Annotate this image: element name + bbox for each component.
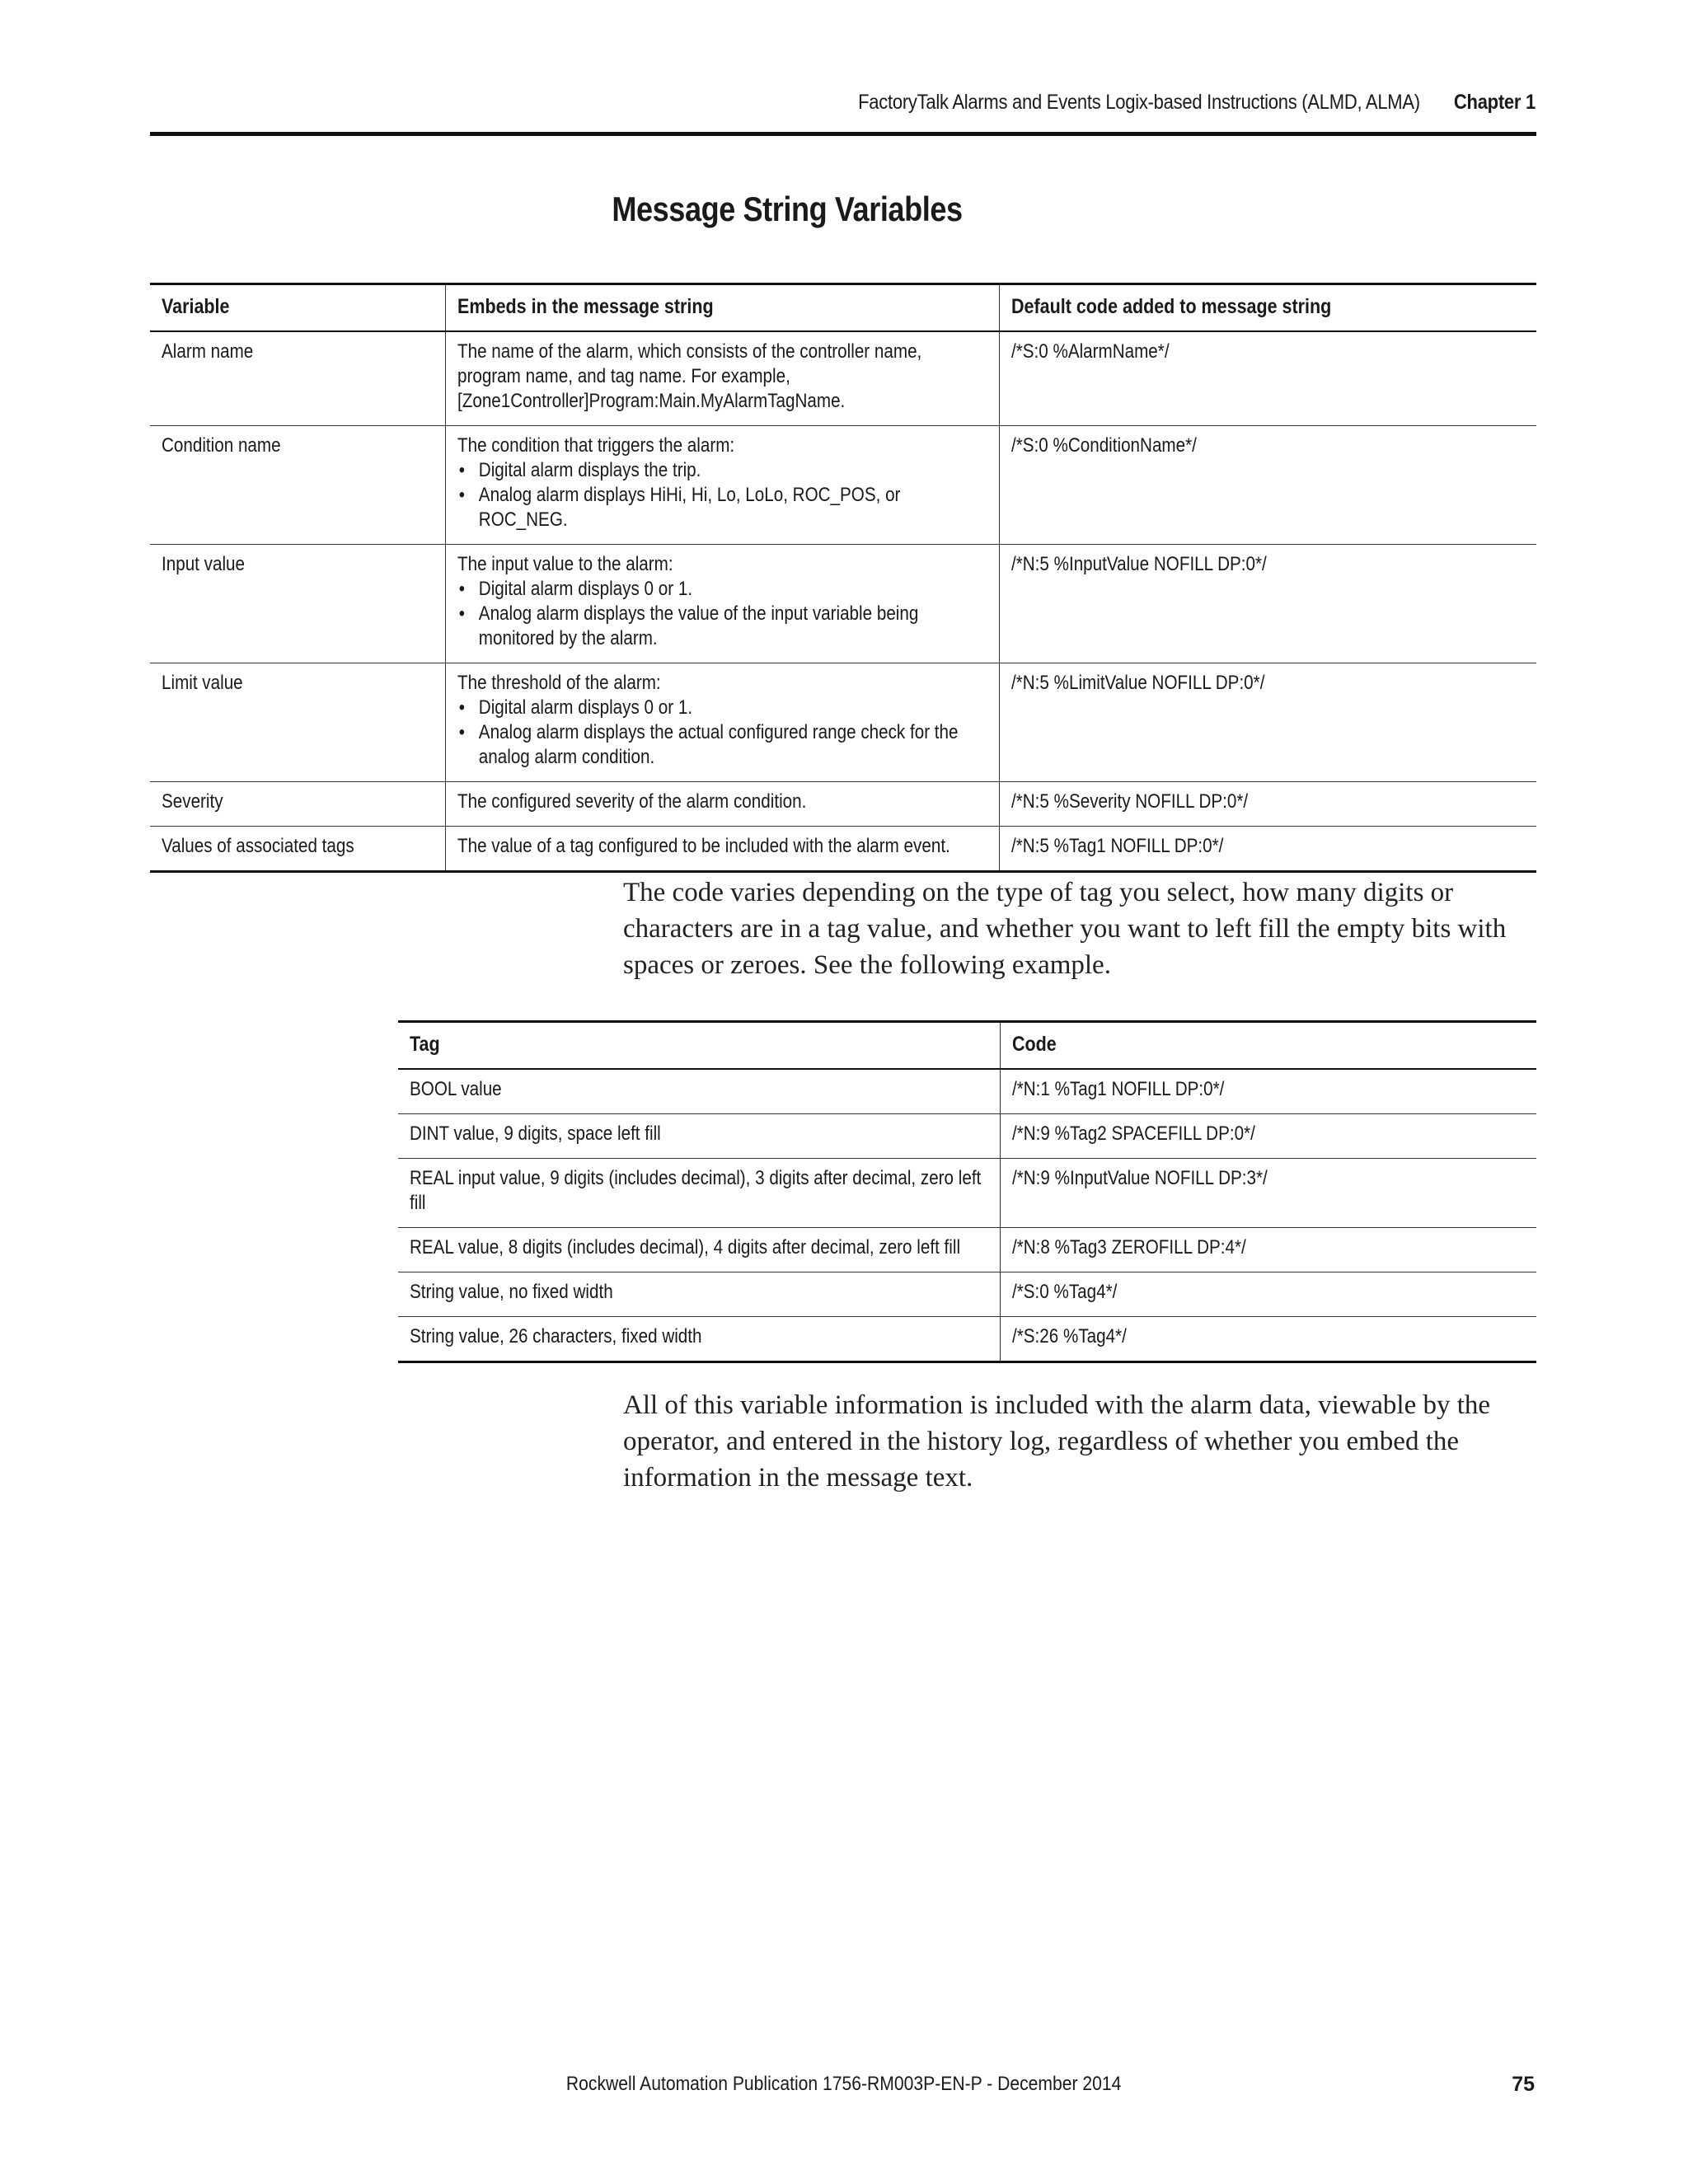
description-text: The value of a tag configured to be included with the alarm event. [457, 835, 950, 857]
tag-cell: BOOL value [410, 1078, 502, 1100]
chapter-label: Chapter 1 [1453, 91, 1536, 114]
code-cell: /*S:26 %Tag4*/ [1000, 1317, 1536, 1362]
bullet-list [457, 458, 987, 532]
description-cell [445, 782, 999, 827]
code-cell: /*N:5 %Tag1 NOFILL DP:0*/ [999, 827, 1536, 872]
table-row [150, 827, 1536, 872]
code-cell: /*N:5 %LimitValue NOFILL DP:0*/ [999, 663, 1536, 782]
description-text: The input value to the alarm: [457, 553, 673, 575]
description-text: The condition that triggers the alarm: [457, 434, 734, 457]
description-cell [445, 545, 999, 663]
table-row [150, 663, 1536, 782]
description-text: The configured severity of the alarm condition. [457, 790, 806, 813]
bullet-item: • Analog alarm displays HiHi, Hi, Lo, LoLo, ROC_POS, or ROC_NEG. [478, 483, 987, 532]
header-rule [150, 132, 1536, 136]
table-row [398, 1228, 1536, 1272]
bullet-item: • Digital alarm displays 0 or 1. [478, 696, 987, 720]
description-cell [445, 827, 999, 872]
column-header: Variable [162, 295, 230, 318]
tag-cell: String value, no fixed width [410, 1281, 613, 1303]
table-row [398, 1114, 1536, 1159]
table-row [398, 1159, 1536, 1228]
table-row [398, 1272, 1536, 1317]
variable-cell: Values of associated tags [162, 835, 354, 857]
description-cell [445, 663, 999, 782]
bullet-list [457, 696, 987, 770]
running-title: FactoryTalk Alarms and Events Logix-based Instructions (ALMD, ALMA) [858, 91, 1420, 114]
code-cell: /*N:8 %Tag3 ZEROFILL DP:4*/ [1000, 1228, 1536, 1272]
table-header-row [398, 1022, 1536, 1070]
bullet-item: • Analog alarm displays the value of the input variable being monitored by the alarm. [478, 602, 987, 651]
code-cell: /*S:0 %AlarmName*/ [999, 331, 1536, 426]
column-header: Embeds in the message string [445, 284, 999, 332]
tag-cell: DINT value, 9 digits, space left fill [410, 1122, 661, 1145]
bullet-list [457, 577, 987, 651]
tag-cell: String value, 26 characters, fixed width [410, 1325, 702, 1347]
description-cell [445, 331, 999, 426]
table-row [150, 331, 1536, 426]
table-row [150, 545, 1536, 663]
table-row [150, 782, 1536, 827]
page-title: Message String Variables [612, 190, 963, 228]
description-text: The threshold of the alarm: [457, 672, 661, 694]
column-header: Default code added to message string [999, 284, 1536, 332]
message-string-variables-table [150, 283, 1536, 873]
body-paragraph: All of this variable information is included with the alarm data, viewable by the operator, and entered in the history log, regardless of whether you embed the information in the message text. [623, 1390, 1491, 1493]
bullet-item: • Analog alarm displays the actual configured range check for the analog alarm condition. [478, 720, 987, 770]
variable-cell: Input value [162, 553, 245, 575]
variable-cell: Severity [162, 790, 223, 813]
page-number: 75 [1512, 2073, 1535, 2096]
variable-cell: Condition name [162, 434, 281, 457]
bullet-item: • Digital alarm displays the trip. [478, 458, 987, 483]
bullet-item: • Digital alarm displays 0 or 1. [478, 577, 987, 602]
code-cell: /*N:1 %Tag1 NOFILL DP:0*/ [1000, 1069, 1536, 1114]
tag-code-example-table [398, 1020, 1536, 1363]
body-paragraph: The code varies depending on the type of tag you select, how many digits or characters are in a tag value, and whether you want to left fill the empty bits with spaces or zeroes. See the following example. [623, 878, 1507, 980]
tag-cell: REAL input value, 9 digits (includes decimal), 3 digits after decimal, zero left fill [410, 1167, 982, 1214]
table-row [398, 1069, 1536, 1114]
code-cell: /*S:0 %Tag4*/ [1000, 1272, 1536, 1317]
code-cell: /*S:0 %ConditionName*/ [999, 426, 1536, 545]
code-cell: /*N:9 %InputValue NOFILL DP:3*/ [1000, 1159, 1536, 1228]
page-footer [0, 2073, 1688, 2096]
publication-info: Rockwell Automation Publication 1756-RM003P-EN-P - December 2014 [566, 2073, 1122, 2095]
description-text: The name of the alarm, which consists of the controller name, program name, and tag name. For example, [Zone1Controller]Program:Main.MyAlarmTagName. [457, 340, 921, 412]
table-row [398, 1317, 1536, 1362]
table-row [150, 426, 1536, 545]
code-cell: /*N:9 %Tag2 SPACEFILL DP:0*/ [1000, 1114, 1536, 1159]
tag-cell: REAL value, 8 digits (includes decimal), 4 digits after decimal, zero left fill [410, 1236, 961, 1258]
code-cell: /*N:5 %Severity NOFILL DP:0*/ [999, 782, 1536, 827]
variable-cell: Limit value [162, 672, 243, 694]
description-cell [445, 426, 999, 545]
running-header [318, 91, 1536, 115]
column-header: Tag [410, 1033, 440, 1056]
table-header-row [150, 284, 1536, 332]
column-header: Code [1000, 1022, 1536, 1070]
code-cell: /*N:5 %InputValue NOFILL DP:0*/ [999, 545, 1536, 663]
variable-cell: Alarm name [162, 340, 254, 363]
